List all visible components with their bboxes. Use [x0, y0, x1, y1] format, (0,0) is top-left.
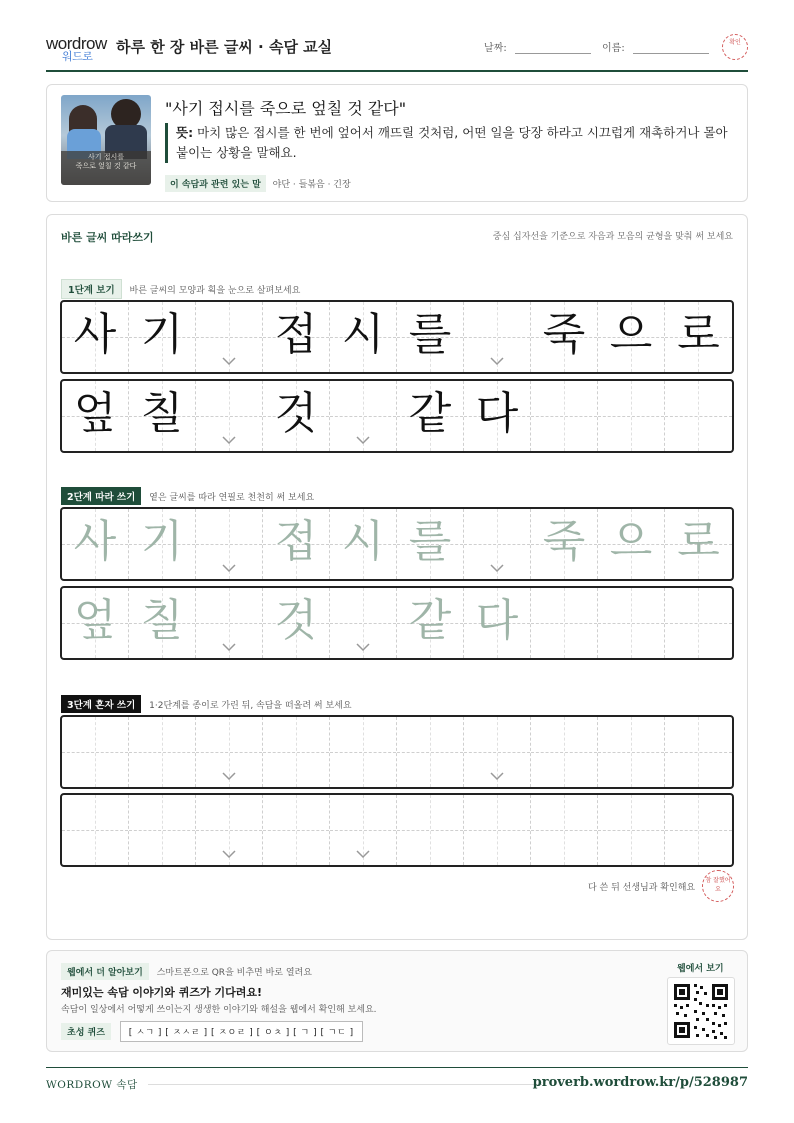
char-cell[interactable] [397, 717, 464, 787]
related-label: 이 속담과 관련 있는 말 [165, 175, 266, 192]
logo [46, 34, 107, 63]
page-title: 하루 한 장 바른 글씨 · 속담 교실 [116, 38, 333, 56]
space-cell[interactable] [196, 509, 263, 579]
char-cell [129, 381, 196, 451]
qr-code-icon[interactable] [667, 977, 735, 1045]
name-label: 이름: [602, 43, 625, 54]
step2-row-2[interactable] [60, 586, 734, 660]
space-mark-icon [222, 561, 236, 575]
char-cell[interactable] [665, 795, 732, 865]
char-cell[interactable] [263, 717, 330, 787]
char-cell[interactable] [62, 795, 129, 865]
illustration-caption-text: 사기 접시를 죽으로 엎칠 것 같다 [75, 153, 137, 170]
meaning-text: 마치 많은 접시를 한 번에 엎어서 깨뜨릴 것처럼, 어떤 일을 당장 하라고 시끄럽게 재촉하거나 몰아붙이는 상황을 말해요. [176, 125, 728, 160]
proverb-card [46, 84, 748, 202]
guide-vertical [631, 588, 632, 658]
space-mark-icon [356, 433, 370, 447]
practice-char: 죽 [542, 516, 586, 567]
practice-char: 엎 [73, 388, 117, 439]
char-cell[interactable] [598, 509, 665, 579]
char-cell [464, 381, 531, 451]
step1-row-1 [60, 300, 734, 374]
guide-vertical [162, 717, 163, 787]
guide-vertical [698, 717, 699, 787]
guide-vertical [363, 717, 364, 787]
chosung-quiz [61, 1021, 363, 1042]
space-mark-icon [490, 769, 504, 783]
practice-char: 접 [274, 516, 318, 567]
char-cell [531, 381, 598, 451]
guide-vertical [631, 795, 632, 865]
illustration-caption [61, 151, 151, 185]
char-cell[interactable] [397, 509, 464, 579]
space-cell[interactable] [330, 795, 397, 865]
space-mark-icon [222, 769, 236, 783]
char-cell[interactable] [665, 717, 732, 787]
char-cell[interactable] [531, 509, 598, 579]
practice-hint: 중심 십자선을 기준으로 자음과 모음의 균형을 맞춰 써 보세요 [492, 232, 733, 242]
done-note: 다 쓴 뒤 선생님과 확인해요 [588, 883, 696, 893]
char-cell[interactable] [531, 795, 598, 865]
check-stamp-text: 확인 [729, 39, 741, 46]
guide-vertical [631, 717, 632, 787]
step1-header [61, 279, 300, 299]
step2-label: 2단계 따라 쓰기 [61, 487, 141, 505]
practice-char: 것 [274, 388, 318, 439]
footer-brand: WORDROW 속담 [46, 1079, 138, 1091]
logo-sub: 워드로 [62, 51, 93, 63]
space-mark-icon [222, 433, 236, 447]
practice-char: 죽 [542, 309, 586, 360]
char-cell [263, 302, 330, 372]
char-cell[interactable] [330, 717, 397, 787]
char-cell[interactable] [598, 717, 665, 787]
char-cell [263, 381, 330, 451]
char-cell[interactable] [464, 588, 531, 658]
guide-vertical [698, 795, 699, 865]
step2-header [61, 487, 314, 505]
web-badge [61, 963, 312, 980]
page-footer [46, 1067, 748, 1091]
web-badge-label: 웹에서 더 알아보기 [61, 963, 149, 980]
char-cell[interactable] [129, 795, 196, 865]
date-field[interactable] [484, 39, 591, 54]
practice-char: 칠 [140, 595, 184, 646]
space-cell [464, 302, 531, 372]
practice-char: 접 [274, 309, 318, 360]
date-line [515, 44, 591, 54]
char-cell[interactable] [62, 588, 129, 658]
practice-title: 바른 글씨 따라쓰기 [61, 231, 154, 244]
char-cell[interactable] [62, 509, 129, 579]
guide-vertical [564, 381, 565, 451]
guide-vertical [296, 717, 297, 787]
practice-char: 로 [677, 516, 720, 567]
check-stamp-icon [722, 34, 748, 60]
guide-vertical [631, 381, 632, 451]
guide-vertical [430, 717, 431, 787]
step3-row-2[interactable] [60, 793, 734, 867]
space-cell[interactable] [196, 717, 263, 787]
well-done-stamp-text: 참 잘했어요 [705, 877, 731, 893]
char-cell [397, 302, 464, 372]
space-mark-icon [356, 640, 370, 654]
quiz-label: 초성 퀴즈 [61, 1023, 111, 1040]
space-cell [196, 302, 263, 372]
practice-char: 다 [475, 595, 519, 646]
web-headline: 재미있는 속담 이야기와 퀴즈가 기다려요! [61, 986, 262, 999]
guide-vertical [162, 795, 163, 865]
quiz-hint: [ ㅅㄱ ] [ ㅈㅅㄹ ] [ ㅈㅇㄹ ] [ ㅇㅊ ] [ ㄱ ] [ ㄱㄷ ] [120, 1021, 363, 1042]
char-cell[interactable] [62, 717, 129, 787]
practice-char: 로 [677, 309, 720, 360]
char-cell[interactable] [330, 509, 397, 579]
practice-char: 사 [73, 516, 117, 567]
step2-row-1[interactable] [60, 507, 734, 581]
page-header [46, 30, 748, 72]
char-cell [531, 302, 598, 372]
practice-char: 시 [341, 309, 385, 360]
guide-vertical [430, 795, 431, 865]
meaning-label: 뜻: [176, 125, 194, 140]
date-label: 날짜: [484, 43, 507, 54]
guide-vertical [564, 588, 565, 658]
guide-vertical [95, 717, 96, 787]
practice-char: 사 [73, 309, 117, 360]
web-description: 속담이 일상에서 어떻게 쓰이는지 생생한 이야기와 해설을 웹에서 확인해 보세요. [61, 1005, 377, 1015]
step3-label: 3단계 혼자 쓰기 [61, 695, 141, 713]
char-cell [665, 302, 732, 372]
qr-code-graphic [668, 978, 734, 1044]
guide-vertical [564, 717, 565, 787]
logo-text: wordrow [46, 34, 107, 53]
space-mark-icon [222, 847, 236, 861]
char-cell[interactable] [263, 795, 330, 865]
step1-desc: 바른 글씨의 모양과 획을 눈으로 살펴보세요 [129, 286, 301, 296]
practice-char: 것 [274, 595, 318, 646]
char-cell [665, 381, 732, 451]
space-cell[interactable] [464, 509, 531, 579]
char-cell[interactable] [263, 509, 330, 579]
char-cell[interactable] [598, 588, 665, 658]
guide-vertical [95, 795, 96, 865]
practice-char: 같 [408, 595, 452, 646]
proverb-illustration [61, 95, 151, 185]
practice-char: 같 [408, 388, 452, 439]
step1-row-2 [60, 379, 734, 453]
char-cell[interactable] [263, 588, 330, 658]
space-cell[interactable] [464, 717, 531, 787]
char-cell[interactable] [397, 795, 464, 865]
guide-vertical [296, 795, 297, 865]
char-cell[interactable] [129, 588, 196, 658]
step1-label: 1단계 보기 [61, 279, 122, 299]
web-badge-desc: 스마트폰으로 QR을 비추면 바로 열려요 [156, 968, 312, 978]
name-line [633, 44, 709, 54]
step3-header [61, 695, 352, 713]
guide-vertical [564, 795, 565, 865]
char-cell [129, 302, 196, 372]
char-cell [62, 302, 129, 372]
related-words [165, 175, 351, 192]
char-cell[interactable] [129, 717, 196, 787]
space-mark-icon [356, 847, 370, 861]
practice-char: 칠 [140, 388, 184, 439]
space-cell [196, 381, 263, 451]
practice-char: 기 [140, 309, 184, 360]
qr-label: 웹에서 보기 [677, 964, 724, 974]
practice-char: 시 [341, 516, 385, 567]
related-list: 야단 · 들볶음 · 긴장 [272, 180, 351, 190]
char-cell[interactable] [531, 588, 598, 658]
space-cell[interactable] [196, 795, 263, 865]
practice-char: 기 [140, 516, 184, 567]
practice-char: 다 [475, 388, 519, 439]
char-cell [598, 381, 665, 451]
char-cell[interactable] [665, 588, 732, 658]
name-field[interactable] [602, 39, 709, 54]
char-cell[interactable] [464, 795, 531, 865]
char-cell [330, 302, 397, 372]
char-cell[interactable] [665, 509, 732, 579]
footer-divider [148, 1084, 542, 1085]
char-cell[interactable] [129, 509, 196, 579]
well-done-stamp-icon [702, 870, 734, 902]
practice-char: 를 [408, 309, 452, 360]
practice-char: 를 [408, 516, 452, 567]
space-cell [330, 381, 397, 451]
practice-char: 엎 [73, 595, 117, 646]
guide-vertical [698, 588, 699, 658]
space-cell[interactable] [196, 588, 263, 658]
guide-vertical [497, 795, 498, 865]
char-cell[interactable] [598, 795, 665, 865]
step3-desc: 1·2단계를 종이로 가린 뒤, 속담을 떠올려 써 보세요 [149, 701, 352, 711]
char-cell [397, 381, 464, 451]
char-cell[interactable] [397, 588, 464, 658]
space-cell[interactable] [330, 588, 397, 658]
guide-vertical [698, 381, 699, 451]
char-cell [62, 381, 129, 451]
space-mark-icon [490, 354, 504, 368]
proverb-title: "사기 접시를 죽으로 엎칠 것 같다" [165, 99, 407, 118]
step3-row-1[interactable] [60, 715, 734, 789]
footer-url[interactable]: proverb.wordrow.kr/p/528987 [532, 1075, 748, 1090]
proverb-meaning [165, 123, 735, 163]
practice-char: 으 [609, 516, 653, 567]
step2-desc: 옅은 글씨를 따라 연필로 천천히 써 보세요 [149, 493, 315, 503]
practice-char: 으 [609, 309, 653, 360]
space-mark-icon [222, 640, 236, 654]
char-cell[interactable] [531, 717, 598, 787]
space-mark-icon [222, 354, 236, 368]
char-cell [598, 302, 665, 372]
space-mark-icon [490, 561, 504, 575]
web-promo [46, 950, 748, 1052]
